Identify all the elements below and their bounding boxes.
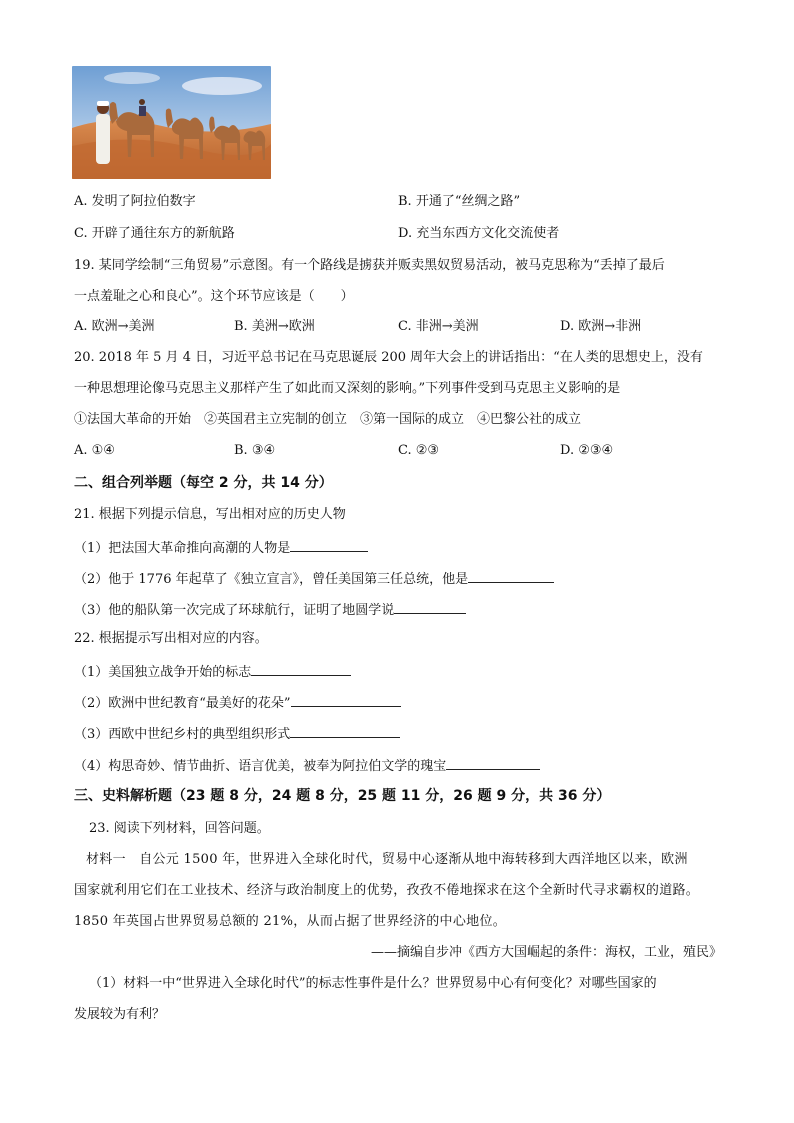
q22-stem: 22. 根据提示写出相对应的内容。 xyxy=(74,631,268,646)
q22-item-2-text: （2）欧洲中世纪教育“最美好的花朵” xyxy=(74,696,291,711)
q22-item-4-text: （4）构思奇妙、情节曲折、语言优美，被奉为阿拉伯文学的瑰宝 xyxy=(74,759,447,774)
q22-answer-blank-2[interactable] xyxy=(291,692,401,707)
q19-stem-line1: 19. 某同学绘制“三角贸易”示意图。有一个路线是掳获并贩卖黑奴贸易活动，被马克思称为“丢掉了最后 xyxy=(74,258,665,273)
q18-option-c: C. 开辟了通往东方的新航路 xyxy=(74,226,235,241)
q18-option-b: B. 开通了“丝绸之路” xyxy=(398,194,521,209)
q21-item-1-text: （1）把法国大革命推向高潮的人物是 xyxy=(74,541,291,556)
section-3-heading: 三、史料解析题（23 题 8 分，24 题 8 分，25 题 11 分，26 题 9 分，共 36 分） xyxy=(74,788,611,804)
q19-option-d: D. 欧洲→非洲 xyxy=(560,319,642,334)
camel-caravan-photo xyxy=(72,66,271,179)
q20-option-a: A. ①④ xyxy=(74,443,115,458)
q22-item-4 xyxy=(74,755,540,776)
q21-answer-blank-3[interactable] xyxy=(394,599,466,614)
q19-option-b: B. 美洲→欧洲 xyxy=(234,319,315,334)
q20-option-b: B. ③④ xyxy=(234,443,276,458)
q23-material-line3: 1850 年英国占世界贸易总额的 21%，从而占据了世界经济的中心地位。 xyxy=(74,914,507,929)
q20-stem-line2: 一种思想理论像马克思主义那样产生了如此而又深刻的影响。”下列事件受到马克思主义影响的是 xyxy=(74,381,621,396)
q22-item-1-text: （1）美国独立战争开始的标志 xyxy=(74,665,252,680)
q21-item-3-text: （3）他的船队第一次完成了环球航行，证明了地圆学说 xyxy=(74,603,395,618)
q21-stem: 21. 根据下列提示信息，写出相对应的历史人物 xyxy=(74,507,346,522)
q22-item-1 xyxy=(74,661,351,682)
q23-stem: 23. 阅读下列材料，回答问题。 xyxy=(89,821,270,836)
q23-material-source: ——摘编自步冲《西方大国崛起的条件：海权，工业，殖民》 xyxy=(370,945,722,960)
q23-material-line2: 国家就利用它们在工业技术、经济与政治制度上的优势，孜孜不倦地探求在这个全新时代寻求霸权的道路。 xyxy=(74,883,700,898)
q21-item-1 xyxy=(74,537,368,558)
section-2-heading: 二、组合列举题（每空 2 分，共 14 分） xyxy=(74,475,333,491)
q23-question-line2: 发展较为有利？ xyxy=(74,1007,166,1022)
q20-events: ①法国大革命的开始 ②英国君主立宪制的创立 ③第一国际的成立 ④巴黎公社的成立 xyxy=(74,412,582,427)
q23-question-line1: （1）材料一中“世界进入全球化时代”的标志性事件是什么？世界贸易中心有何变化？对哪些国家的 xyxy=(89,976,657,991)
q21-answer-blank-1[interactable] xyxy=(290,537,368,552)
q22-answer-blank-4[interactable] xyxy=(446,755,540,770)
q22-item-2 xyxy=(74,692,401,713)
q22-answer-blank-3[interactable] xyxy=(290,723,400,738)
q20-stem-line1: 20. 2018 年 5 月 4 日，习近平总书记在马克思诞辰 200 周年大会上的讲话指出：“在人类的思想史上，没有 xyxy=(74,350,703,365)
q18-option-d: D. 充当东西方文化交流使者 xyxy=(398,226,560,241)
q21-item-2 xyxy=(74,568,554,589)
q23-material-line1: 材料一 自公元 1500 年，世界进入全球化时代，贸易中心逐渐从地中海转移到大西洋地区以来，欧洲 xyxy=(86,852,688,867)
q20-option-c: C. ②③ xyxy=(398,443,440,458)
q21-item-3 xyxy=(74,599,466,620)
q22-item-3 xyxy=(74,723,400,744)
q21-answer-blank-2[interactable] xyxy=(468,568,554,583)
q20-option-d: D. ②③④ xyxy=(560,443,614,458)
q21-item-2-text: （2）他于 1776 年起草了《独立宣言》，曾任美国第三任总统，他是 xyxy=(74,572,469,587)
q18-option-a: A. 发明了阿拉伯数字 xyxy=(74,194,196,209)
q19-option-a: A. 欧洲→美洲 xyxy=(74,319,155,334)
q22-item-3-text: （3）西欧中世纪乡村的典型组织形式 xyxy=(74,727,291,742)
q19-option-c: C. 非洲→美洲 xyxy=(398,319,479,334)
q22-answer-blank-1[interactable] xyxy=(251,661,351,676)
camel-desert-illustration xyxy=(72,66,271,179)
q19-stem-line2: 一点羞耻之心和良心”。这个环节应该是（ ） xyxy=(74,289,354,304)
